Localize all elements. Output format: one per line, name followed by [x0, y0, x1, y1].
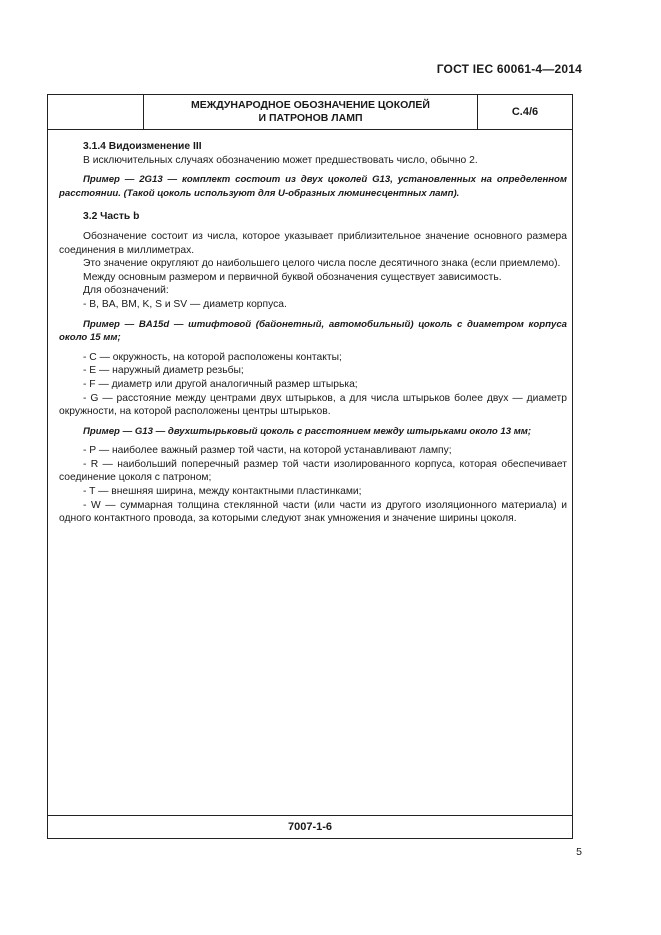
section-3-2-paragraph-4: Для обозначений:	[83, 285, 169, 297]
section-3-2-paragraph-1: Обозначение состоит из числа, которое указывает приблизительное значение основного размера соединения в миллиметрах.	[59, 230, 567, 256]
header-empty-cell	[48, 95, 144, 129]
section-3-1-4-heading: 3.1.4 Видоизменение III	[83, 141, 202, 152]
section-3-1-4-text: В исключительных случаях обозначению может предшествовать число, обычно 2.	[83, 154, 478, 166]
standard-code: ГОСТ IEC 60061-4—2014	[436, 62, 582, 76]
list-item-p: - P — наиболее важный размер той части, на которой устанавливают лампу;	[83, 445, 452, 457]
list-item-t: - T — внешняя ширина, между контактными пластинками;	[83, 486, 362, 498]
list-item-f: - F — диаметр или другой аналогичный размер штырька;	[83, 378, 358, 390]
section-3-2-paragraph-3: Между основным размером и первичной буквой обозначения существует зависимость.	[83, 271, 502, 283]
list-item-g: - G — расстояние между центрами двух штырьков, а для числа штырьков более двух — диаметр окружности, на которой расположены центры штырьков.	[59, 392, 567, 418]
section-3-2-heading: 3.2 Часть b	[83, 211, 140, 223]
section-3-2-paragraph-5: - B, BA, BM, K, S и SV — диаметр корпуса.	[83, 298, 287, 310]
section-3-1-4-example: Пример — 2G13 — комплект состоит из двух цоколей G13, установленных на определенном расстоянии. (Такой цоколь используют для U-образных люминесцентных ламп).	[59, 174, 567, 199]
list-item-w: - W — суммарная толщина стеклянной части (или части из другого изоляционного материала) и одного контактного провода, за которыми следуют знак умножения и значение ширины цоколя.	[59, 499, 567, 525]
list-item-r: - R — наибольший поперечный размер той части изолированного корпуса, которая обеспечивает соединение цоколя с патроном;	[59, 458, 567, 484]
header-title-cell	[144, 95, 478, 129]
page-number: 5	[576, 846, 582, 858]
footer-sheet-code: 7007-1-6	[48, 815, 572, 838]
example-ba15d: Пример — BA15d — штифтовой (байонетный, автомобильный) цоколь с диаметром корпуса около 15 мм;	[59, 318, 567, 344]
section-3-2-paragraph-2: Это значение округляют до наибольшего целого числа после десятичного знака (если приемлемо).	[83, 258, 561, 270]
header-title-line1: МЕЖДУНАРОДНОЕ ОБОЗНАЧЕНИЕ ЦОКОЛЕЙ	[191, 99, 430, 111]
header-title-line2: И ПАТРОНОВ ЛАМП	[258, 112, 363, 124]
example-g13: Пример — G13 — двухштырьковый цоколь с расстоянием между штырьками около 13 мм;	[83, 425, 532, 437]
list-item-c: - C — окружность, на которой расположены контакты;	[83, 351, 342, 363]
document-body	[59, 140, 567, 526]
list-item-e: - E — наружный диаметр резьбы;	[83, 365, 244, 377]
document-frame	[47, 94, 573, 839]
header-table	[48, 95, 572, 130]
header-sheet-cell: С.4/6	[511, 106, 539, 118]
